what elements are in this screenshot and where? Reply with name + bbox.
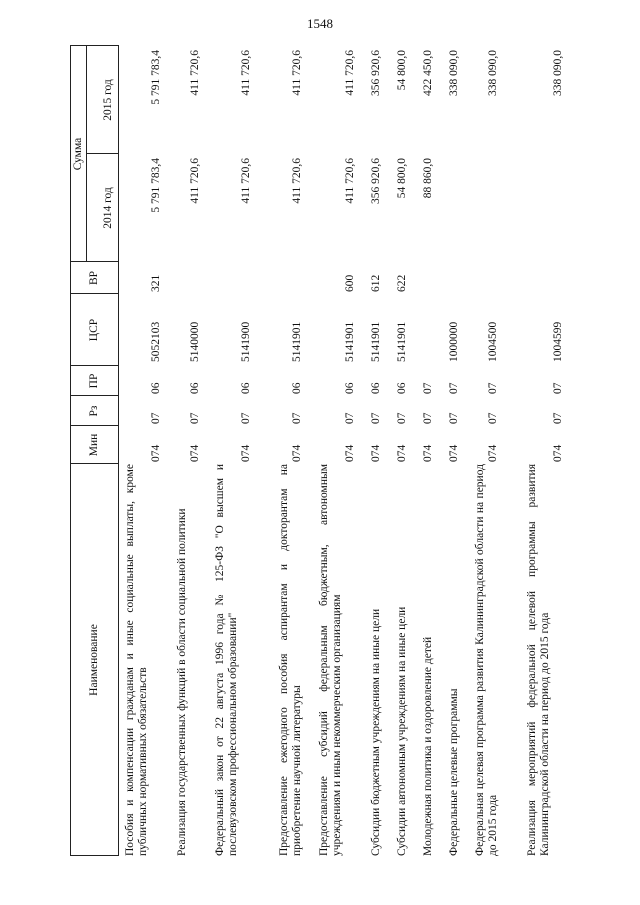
cell-year-2014: 5 791 783,4	[150, 158, 162, 213]
cell-name: Пособия и компенсации гражданам и иные социальные выплаты, кроме публичных нормативных обязательств	[124, 464, 149, 856]
col-divider-pr	[70, 365, 119, 366]
cell-csr: 5141901	[396, 321, 408, 362]
col-divider-vr	[70, 261, 119, 262]
cell-year-2014: 411 720,6	[240, 158, 252, 204]
cell-vr: 622	[396, 274, 408, 292]
cell-year-2015: 54 800,0	[396, 50, 408, 91]
cell-year-2015: 338 090,0	[487, 50, 499, 96]
cell-pr: 07	[448, 382, 460, 394]
cell-rz: 07	[422, 412, 434, 424]
cell-csr: 5052103	[150, 321, 162, 362]
cell-csr: 5141901	[291, 321, 303, 362]
cell-year-2015: 5 791 783,4	[150, 50, 162, 105]
cell-min: 074	[422, 444, 434, 462]
header-sum: Сумма	[72, 137, 84, 171]
col-divider-min	[70, 425, 119, 426]
cell-year-2015: 411 720,6	[344, 50, 356, 96]
cell-year-2015: 422 450,0	[422, 50, 434, 96]
cell-csr: 5141901	[370, 321, 382, 362]
header-vr: ВР	[88, 270, 100, 286]
cell-min: 074	[552, 444, 564, 462]
cell-rz: 07	[240, 412, 252, 424]
cell-year-2014: 88 860,0	[422, 158, 434, 199]
cell-rz: 07	[448, 412, 460, 424]
cell-name: Реализация мероприятий федеральной целевой программы развития Калининградской области на период до 2015 года	[526, 464, 551, 856]
page-number: 1548	[307, 16, 333, 31]
cell-pr: 06	[189, 382, 201, 394]
cell-pr: 06	[150, 382, 162, 394]
cell-name: Предоставление субсидий федеральным бюджетным, автономным учреждениям и иным некоммерческим организациям	[318, 464, 343, 856]
col-divider-2014	[86, 153, 119, 154]
cell-year-2014: 411 720,6	[344, 158, 356, 204]
cell-rz: 07	[150, 412, 162, 424]
cell-rz: 07	[552, 412, 564, 424]
header-csr: ЦСР	[88, 318, 100, 342]
cell-pr: 07	[422, 382, 434, 394]
cell-vr: 612	[370, 274, 382, 292]
cell-year-2014: 411 720,6	[189, 158, 201, 204]
cell-min: 074	[487, 444, 499, 462]
cell-name: Предоставление ежегодного пособия аспирантам и докторантам на приобретение научной литературы	[278, 464, 303, 856]
cell-vr: 600	[344, 274, 356, 292]
cell-rz: 07	[487, 412, 499, 424]
cell-pr: 07	[487, 382, 499, 394]
sum-divider	[86, 46, 87, 262]
cell-csr: 5141901	[344, 321, 356, 362]
cell-year-2015: 338 090,0	[552, 50, 564, 96]
cell-pr: 07	[552, 382, 564, 394]
header-name: Наименование	[88, 624, 100, 696]
cell-min: 074	[150, 444, 162, 462]
cell-name: Субсидии автономным учреждениям на иные цели	[396, 606, 408, 856]
cell-name: Молодежная политика и оздоровление детей	[422, 636, 434, 856]
cell-csr: 5141900	[240, 321, 252, 362]
header-2015: 2015 год	[102, 79, 114, 121]
cell-csr: 1004599	[552, 321, 564, 362]
cell-csr: 1000000	[448, 321, 460, 362]
cell-min: 074	[240, 444, 252, 462]
cell-year-2014: 356 920,6	[370, 158, 382, 204]
header-rz: Рз	[88, 405, 100, 417]
cell-min: 074	[344, 444, 356, 462]
cell-min: 074	[448, 444, 460, 462]
table-right-border	[70, 45, 119, 46]
cell-csr: 5140000	[189, 321, 201, 362]
cell-pr: 06	[370, 382, 382, 394]
cell-year-2014: 411 720,6	[291, 158, 303, 204]
cell-year-2015: 356 920,6	[370, 50, 382, 96]
cell-min: 074	[189, 444, 201, 462]
budget-table	[70, 46, 595, 856]
cell-year-2015: 411 720,6	[240, 50, 252, 96]
header-pr: ПР	[88, 373, 100, 389]
cell-vr: 321	[150, 274, 162, 292]
cell-year-2014: 54 800,0	[396, 158, 408, 199]
header-bottom-border	[118, 46, 119, 856]
cell-min: 074	[396, 444, 408, 462]
cell-name: Федеральная целевая программа развития Калининградской области на период до 2015 года	[474, 464, 499, 856]
cell-rz: 07	[370, 412, 382, 424]
cell-year-2015: 338 090,0	[448, 50, 460, 96]
col-divider-rz	[70, 395, 119, 396]
cell-name: Реализация государственных функций в области социальной политики	[176, 508, 188, 856]
header-2014: 2014 год	[102, 187, 114, 229]
cell-pr: 06	[240, 382, 252, 394]
cell-csr: 1004500	[487, 321, 499, 362]
cell-rz: 07	[189, 412, 201, 424]
cell-pr: 06	[344, 382, 356, 394]
col-divider-csr	[70, 293, 119, 294]
cell-name: Федеральные целевые программы	[448, 688, 460, 856]
col-divider-name	[70, 463, 119, 464]
cell-rz: 07	[396, 412, 408, 424]
cell-year-2015: 411 720,6	[189, 50, 201, 96]
cell-pr: 06	[396, 382, 408, 394]
cell-min: 074	[291, 444, 303, 462]
cell-min: 074	[370, 444, 382, 462]
cell-name: Федеральный закон от 22 августа 1996 года № 125-ФЗ "О высшем и послевузовском профессиональном образовании"	[214, 464, 239, 856]
cell-name: Субсидии бюджетным учреждениям на иные цели	[370, 608, 382, 856]
cell-year-2015: 411 720,6	[291, 50, 303, 96]
table-top-border	[70, 46, 71, 856]
cell-rz: 07	[344, 412, 356, 424]
header-min: Мин	[88, 433, 100, 457]
cell-pr: 06	[291, 382, 303, 394]
table-left-border	[70, 855, 119, 856]
cell-rz: 07	[291, 412, 303, 424]
